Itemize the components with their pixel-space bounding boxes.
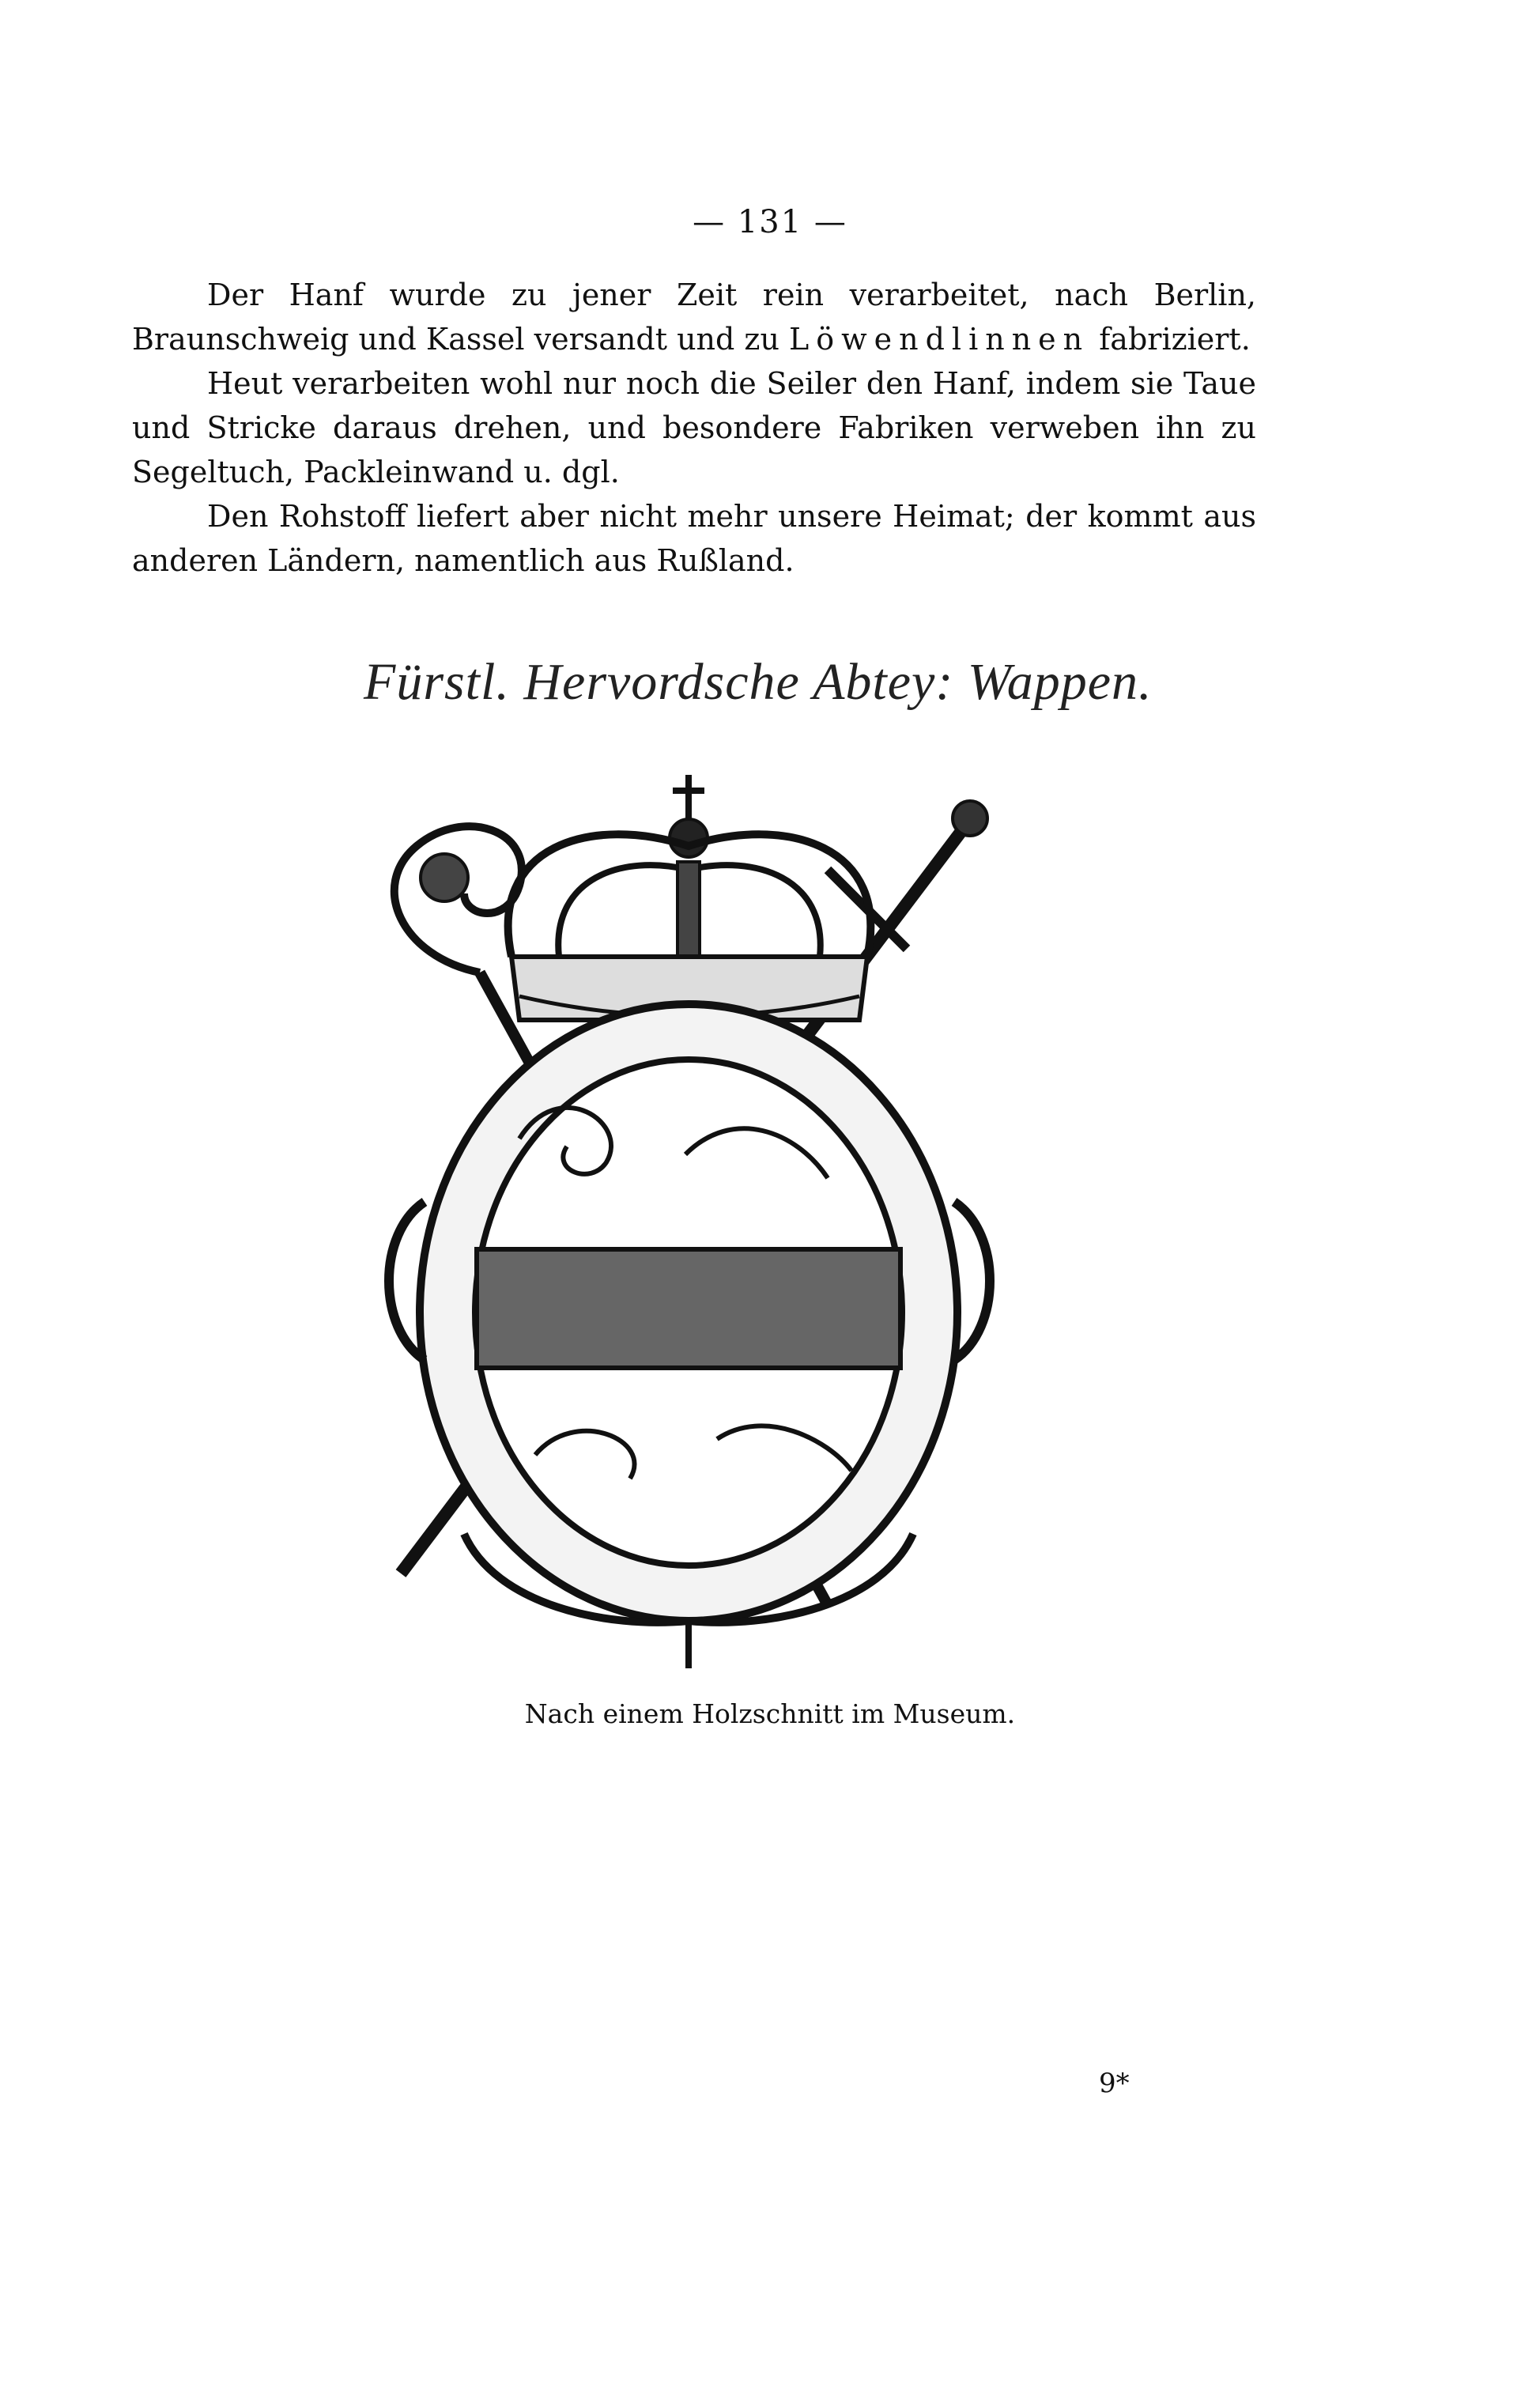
- coat-of-arms-woodcut: [353, 759, 1022, 1684]
- paragraph-3: Den Rohstoff liefert aber nicht mehr unsere Heimat; der kommt aus anderen Ländern, namentlich aus Rußland.: [132, 499, 1256, 578]
- paragraph-1-end: fabriziert.: [1089, 322, 1251, 357]
- paragraph-1: [132, 273, 1256, 361]
- spaced-word: Löwendlinnen: [789, 322, 1090, 357]
- page-number: — 131 —: [693, 204, 847, 240]
- handwritten-title: Fürstl. Hervordsche Abtey: Wappen.: [364, 653, 1153, 711]
- shield: [475, 1060, 902, 1566]
- paragraph-2: Heut verarbeiten wohl nur noch die Seiler den Hanf, indem sie Taue und Stricke daraus drehen, und besondere Fabriken verweben ihn zu Segeltuch, Packleinwand u. dgl.: [132, 366, 1256, 489]
- figure-caption: Nach einem Holzschnitt im Museum.: [524, 1698, 1016, 1729]
- body-text: [132, 273, 1256, 583]
- signature-mark: 9*: [1099, 2068, 1130, 2099]
- crown-icon: [508, 775, 871, 1020]
- paragraph-1-text: Der Hanf wurde zu jener Zeit rein verarbeitet, nach Berlin, Braunschweig und Kassel versandt und zu: [132, 278, 1256, 357]
